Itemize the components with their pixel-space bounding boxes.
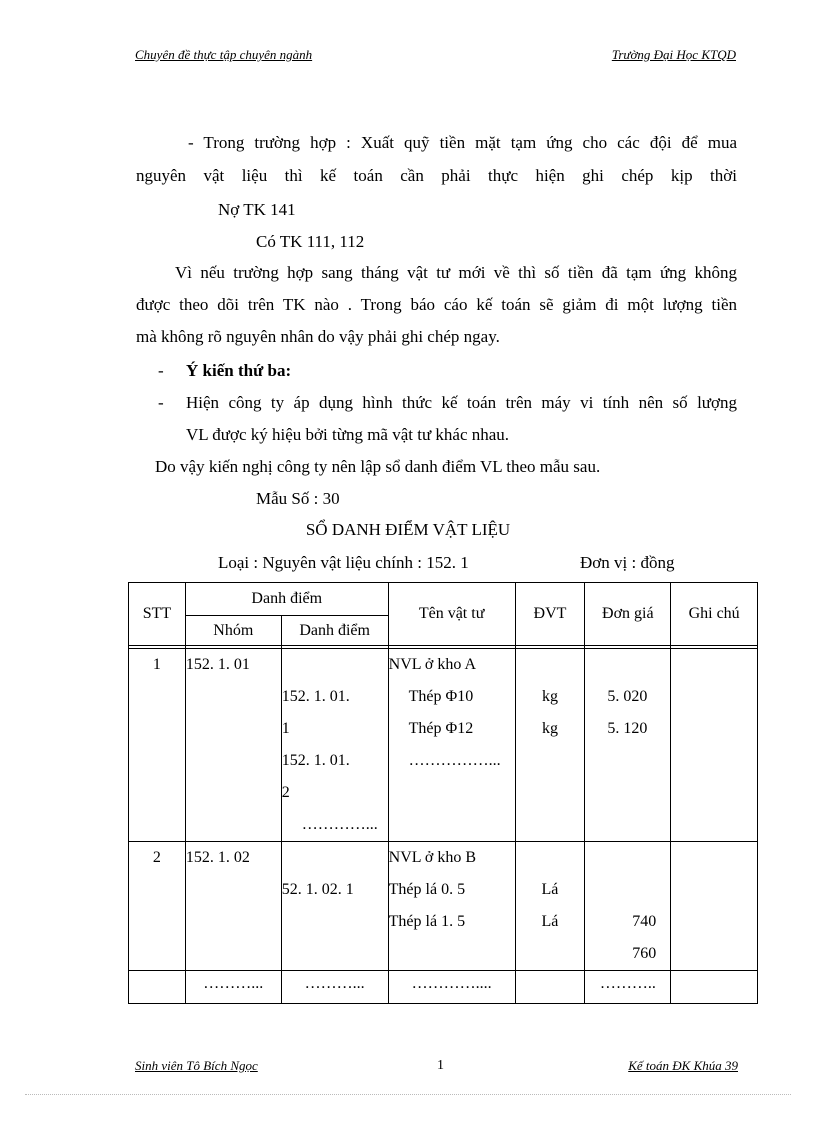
- col-danh-diem-sub: Danh điểm: [281, 616, 388, 646]
- row3-ghi-chu: [671, 971, 758, 1004]
- col-nhom: Nhóm: [185, 616, 281, 646]
- header-left: Chuyên đề thực tập chuyên ngành: [135, 47, 313, 62]
- row1-codes: 152. 1. 01. 1 152. 1. 01. 2 …………...: [281, 649, 388, 842]
- paragraph-4: Do vậy kiến nghị công ty nên lập sổ danh điểm VL theo mẫu sau.: [155, 457, 601, 476]
- bullet-2: -: [158, 393, 164, 412]
- row2-stt: 2: [129, 842, 186, 971]
- row3-price: ………..: [585, 971, 671, 1004]
- row1-dvt: kg kg: [515, 649, 585, 842]
- credit-entry: Có TK 111, 112: [256, 232, 365, 251]
- paragraph-3-line-1: Hiện công ty áp dụng hình thức kế toán trên máy vi tính nên số lượng: [186, 393, 737, 412]
- table-row: [129, 842, 758, 971]
- row3-name: …………....: [388, 971, 515, 1004]
- footer-right: Kế toán ĐK Khúa 39: [628, 1058, 738, 1073]
- row2-dvt: Lá Lá: [515, 842, 585, 971]
- ledger-unit: Đơn vị : đồng: [580, 553, 675, 572]
- table-row: [129, 971, 758, 1004]
- col-stt: STT: [129, 583, 186, 646]
- debit-entry: Nợ TK 141: [218, 200, 296, 219]
- row3-nhom: ………...: [185, 971, 281, 1004]
- footer-left: Sinh viên Tô Bích Ngọc: [135, 1058, 258, 1073]
- row3-code: ………...: [281, 971, 388, 1004]
- ledger-type: Loại : Nguyên vật liệu chính : 152. 1: [218, 553, 469, 572]
- row3-stt: [129, 971, 186, 1004]
- form-number: Mẫu Số : 30: [256, 489, 340, 508]
- paragraph-2-line-2: được theo dõi trên TK nào . Trong báo cáo kế toán sẽ giảm đi một lượng tiền: [136, 295, 737, 314]
- row1-prices: 5. 020 5. 120: [585, 649, 671, 842]
- row2-codes: 52. 1. 02. 1: [281, 842, 388, 971]
- row2-nhom: 152. 1. 02: [185, 842, 281, 971]
- col-ghi-chu: Ghi chú: [671, 583, 758, 646]
- col-dvt: ĐVT: [515, 583, 585, 646]
- page-number: 1: [437, 1058, 444, 1073]
- row2-names: NVL ở kho B Thép lá 0. 5 Thép lá 1. 5: [388, 842, 515, 971]
- table-row: [129, 649, 758, 842]
- paragraph-1-line-2: nguyên vật liệu thì kế toán cần phải thực hiện ghi chép kịp thời: [136, 166, 737, 185]
- header-right: Trường Đại Học KTQD: [611, 47, 736, 62]
- paragraph-2-line-1: Vì nếu trường hợp sang tháng vật tư mới về thì số tiền đã tạm ứng không: [175, 263, 737, 282]
- row1-nhom: 152. 1. 01: [185, 649, 281, 842]
- row2-prices: 740 760: [585, 842, 671, 971]
- col-don-gia: Đơn giá: [585, 583, 671, 646]
- paragraph-3-line-2: VL được ký hiệu bởi từng mã vật tư khác nhau.: [186, 425, 510, 444]
- material-catalog-table: [128, 582, 758, 1004]
- ledger-title: SỔ DANH ĐIỂM VẬT LIỆU: [305, 520, 511, 539]
- paragraph-2-line-3: mà không rõ nguyên nhân do vậy phải ghi chép ngay.: [136, 327, 500, 346]
- row1-stt: 1: [129, 649, 186, 842]
- page-divider: [25, 1094, 791, 1095]
- row1-ghi-chu: [671, 649, 758, 842]
- row1-names: NVL ở kho A Thép Φ10 Thép Φ12 ……………...: [388, 649, 515, 842]
- row3-dvt: [515, 971, 585, 1004]
- paragraph-1-line-1: - Trong trường hợp : Xuất quỹ tiền mặt tạm ứng cho các đội để mua: [188, 133, 737, 152]
- col-ten-vat-tu: Tên vật tư: [388, 583, 515, 646]
- row2-ghi-chu: [671, 842, 758, 971]
- bullet-1: -: [158, 361, 164, 380]
- col-danh-diem: Danh điểm: [185, 583, 388, 616]
- section-heading: Ý kiến thứ ba:: [186, 361, 292, 380]
